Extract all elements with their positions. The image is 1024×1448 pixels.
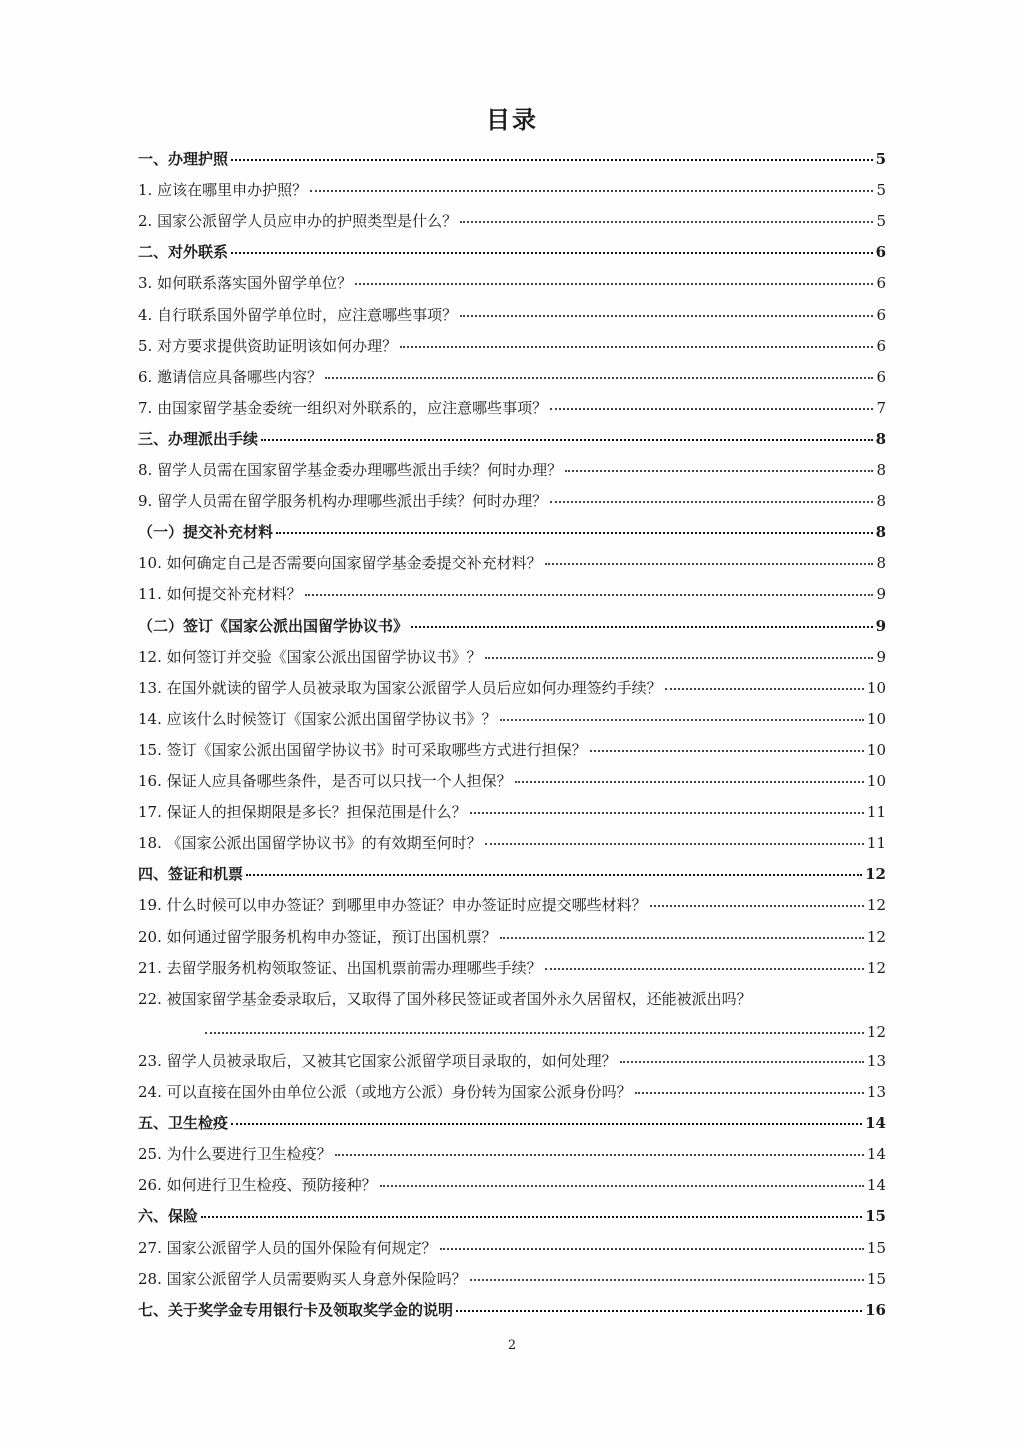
toc-entry-label: 5. 对方要求提供资助证明该如何办理？ (138, 336, 398, 355)
toc-entry-page: 11 (866, 803, 886, 822)
page-number: 2 (507, 1338, 517, 1353)
toc-entry-label: 18. 《国家公派出国留学协议书》的有效期至何时？ (138, 834, 482, 853)
toc-entry-label: 27. 国家公派留学人员的国外保险有何规定？ (138, 1238, 437, 1257)
dot-leader (261, 439, 873, 441)
toc-entry-label: 25. 为什么要进行卫生检疫？ (138, 1145, 332, 1164)
dot-leader (456, 1310, 862, 1312)
toc-entry-label: 23. 留学人员被录取后，又被其它国家公派留学项目录取的，如何处理？ (138, 1051, 617, 1070)
toc-entry-page: 14 (866, 1145, 886, 1164)
toc-entry[interactable] (138, 988, 886, 1041)
toc-entry-label: 12. 如何签订并交验《国家公派出国留学协议书》？ (138, 647, 482, 666)
toc-entry[interactable] (138, 179, 886, 200)
toc-entry[interactable] (138, 366, 886, 387)
dot-leader (440, 1248, 864, 1250)
toc-entry-page: 8 (876, 461, 886, 479)
toc-entry-page: 8 (876, 492, 886, 511)
toc-entry[interactable] (138, 894, 886, 915)
toc-entry-page: 9 (876, 647, 886, 666)
toc-section-label: 一、办理护照 (138, 150, 229, 168)
toc-entry[interactable] (138, 583, 886, 604)
toc-entry-page: 12 (866, 927, 886, 946)
toc-entry-page: 7 (876, 398, 886, 417)
dot-leader (231, 1123, 862, 1125)
toc-section-label: 六、保险 (138, 1207, 199, 1226)
toc-entry[interactable] (138, 770, 886, 791)
toc-section-label: 二、对外联系 (138, 243, 229, 262)
toc-entry-page: 6 (876, 305, 886, 324)
toc-entry-page: 5 (876, 181, 886, 200)
toc-entry-label: 1. 应该在哪里申办护照？ (138, 181, 308, 200)
toc-section-page: 6 (875, 243, 886, 262)
toc-entry-page: 6 (876, 274, 886, 293)
toc-entry-label: 14. 应该什么时候签订《国家公派出国留学协议书》？ (138, 709, 497, 728)
toc-section[interactable] (138, 521, 886, 542)
toc-entry-label: 26. 如何进行卫生检疫、预防接种？ (138, 1176, 377, 1195)
toc-entry[interactable] (138, 459, 886, 480)
toc-entry-page: 8 (876, 554, 886, 573)
toc-entry[interactable] (138, 957, 886, 978)
dot-leader (335, 1154, 864, 1156)
toc-section[interactable] (138, 241, 886, 262)
toc-entry-label: 4. 自行联系国外留学单位时，应注意哪些事项？ (138, 305, 458, 324)
toc-entry[interactable] (138, 335, 886, 356)
dot-leader (485, 843, 864, 845)
toc-entry-page: 14 (866, 1176, 886, 1195)
toc-section[interactable] (138, 1112, 886, 1133)
toc-entry-label: 17. 保证人的担保期限是多长？担保范围是什么？ (138, 803, 467, 822)
toc-section-page: 16 (865, 1300, 886, 1319)
toc-entry[interactable] (138, 1081, 886, 1102)
dot-leader (231, 252, 873, 254)
dot-leader (400, 346, 873, 348)
toc-section-label: （二）签订《国家公派出国留学协议书》 (138, 616, 409, 635)
toc-entry[interactable] (138, 677, 886, 698)
toc-entry[interactable] (138, 1268, 886, 1289)
toc-entry-label: 10. 如何确定自己是否需要向国家留学基金委提交补充材料？ (138, 554, 542, 573)
toc-section-label: （一）提交补充材料 (138, 523, 274, 542)
dot-leader (665, 688, 864, 690)
toc-entry-page: 15 (866, 1238, 886, 1257)
toc-entry[interactable] (138, 708, 886, 729)
toc-section-label: 三、办理派出手续 (138, 429, 259, 448)
toc-entry[interactable] (138, 1143, 886, 1164)
dot-leader (411, 626, 873, 628)
toc-section[interactable] (138, 1299, 886, 1320)
toc-section-label: 七、关于奖学金专用银行卡及领取奖学金的说明 (138, 1300, 454, 1319)
toc-entry[interactable] (138, 397, 886, 418)
toc-entry[interactable] (138, 272, 886, 293)
toc-entry[interactable] (138, 552, 886, 573)
toc-entry-page: 11 (866, 834, 886, 853)
toc-entry-label: 9. 留学人员需在留学服务机构办理哪些派出手续？何时办理？ (138, 492, 548, 511)
dot-leader (470, 1279, 864, 1281)
toc-entry-page: 10 (866, 772, 886, 790)
toc-entry[interactable] (138, 1050, 886, 1071)
toc-title: 目录 (486, 105, 538, 134)
toc-entry[interactable] (138, 926, 886, 947)
toc-entry-label: 21. 去留学服务机构领取签证、出国机票前需办理哪些手续？ (138, 958, 542, 977)
toc-section[interactable] (138, 1205, 886, 1226)
toc-entry-page: 12 (866, 958, 886, 977)
toc-entry-page: 10 (866, 740, 886, 759)
toc-section[interactable] (138, 428, 886, 449)
toc-entry[interactable] (138, 1237, 886, 1258)
dot-leader (590, 750, 864, 752)
dot-leader (246, 874, 862, 876)
toc-entry-label: 22. 被国家留学基金委录取后，又取得了国外移民签证或者国外永久居留权，还能被派出吗？ (138, 989, 752, 1008)
dot-leader (460, 221, 873, 223)
toc-entry-label: 24. 可以直接在国外由单位公派（或地方公派）身份转为国家公派身份吗？ (138, 1083, 632, 1101)
toc-entry-page: 13 (866, 1083, 886, 1101)
toc-section[interactable] (138, 863, 886, 884)
dot-leader (325, 377, 873, 379)
toc-entry-label: 20. 如何通过留学服务机构申办签证，预订出国机票？ (138, 927, 497, 946)
toc-entry-label: 8. 留学人员需在国家留学基金委办理哪些派出手续？何时办理？ (138, 461, 563, 479)
toc-entry[interactable] (138, 801, 886, 822)
toc-entry-page: 12 (866, 896, 886, 915)
dot-leader (500, 937, 864, 939)
dot-leader (515, 781, 864, 783)
dot-leader (205, 1032, 864, 1034)
dot-leader (460, 315, 873, 317)
toc-entry-label: 28. 国家公派留学人员需要购买人身意外保险吗？ (138, 1269, 467, 1288)
dot-leader (355, 283, 873, 285)
dot-leader (565, 470, 873, 472)
toc-entry[interactable] (138, 304, 886, 325)
toc-entry-label: 16. 保证人应具备哪些条件，是否可以只找一个人担保？ (138, 772, 512, 790)
dot-leader (635, 1092, 864, 1094)
toc-section[interactable] (138, 615, 886, 636)
dot-leader (620, 1061, 864, 1063)
toc-entry-label: 7. 由国家留学基金委统一组织对外联系的，应注意哪些事项？ (138, 398, 548, 417)
dot-leader (550, 501, 873, 503)
toc-entry-label: 6. 邀请信应具备哪些内容？ (138, 367, 323, 386)
dot-leader (545, 968, 864, 970)
toc-entry-label: 13. 在国外就读的留学人员被录取为国家公派留学人员后应如何办理签约手续？ (138, 678, 662, 697)
toc-entry-label: 2. 国家公派留学人员应申办的护照类型是什么？ (138, 212, 458, 231)
toc-entry[interactable] (138, 1174, 886, 1195)
toc-entry-page: 10 (866, 678, 886, 697)
toc-entry-page: 10 (866, 709, 886, 728)
toc-entry[interactable] (138, 490, 886, 511)
toc-section-page: 8 (875, 429, 886, 448)
dot-leader (276, 532, 873, 534)
dot-leader (310, 190, 873, 192)
dot-leader (305, 594, 873, 596)
dot-leader (470, 812, 864, 814)
toc-entry-label: 11. 如何提交补充材料？ (138, 585, 302, 604)
toc-entry-label: 3. 如何联系落实国外留学单位？ (138, 274, 353, 293)
toc-entry-page: 6 (876, 367, 886, 386)
toc-section-page: 14 (865, 1114, 886, 1133)
toc-entry-page: 12 (866, 1022, 886, 1041)
toc-entry[interactable] (138, 739, 886, 760)
toc-section-label: 四、签证和机票 (138, 865, 244, 884)
toc-entry-page: 13 (866, 1051, 886, 1070)
toc-entry-page: 15 (866, 1269, 886, 1288)
toc-entry[interactable] (138, 646, 886, 667)
dot-leader (380, 1185, 864, 1187)
toc-section[interactable] (138, 148, 886, 169)
toc-section-page: 8 (875, 523, 886, 542)
toc-section-label: 五、卫生检疫 (138, 1114, 229, 1133)
toc-entry[interactable] (138, 832, 886, 853)
dot-leader (500, 719, 864, 721)
toc-entry-label: 15. 签订《国家公派出国留学协议书》时可采取哪些方式进行担保？ (138, 740, 587, 759)
dot-leader (231, 159, 873, 161)
toc-entry-page: 6 (876, 336, 886, 355)
toc-section-page: 9 (875, 616, 886, 635)
dot-leader (485, 657, 873, 659)
toc-entry-page: 5 (876, 212, 886, 231)
toc-section-page: 5 (875, 150, 886, 168)
toc-section-page: 12 (865, 865, 886, 884)
toc-entry-label: 19. 什么时候可以申办签证？到哪里申办签证？申办签证时应提交哪些材料？ (138, 896, 647, 915)
toc-entry-page: 9 (876, 585, 886, 604)
toc-entry[interactable] (138, 210, 886, 231)
dot-leader (550, 408, 873, 410)
dot-leader (201, 1216, 862, 1218)
dot-leader (545, 563, 873, 565)
toc-section-page: 15 (865, 1207, 886, 1226)
dot-leader (650, 905, 864, 907)
